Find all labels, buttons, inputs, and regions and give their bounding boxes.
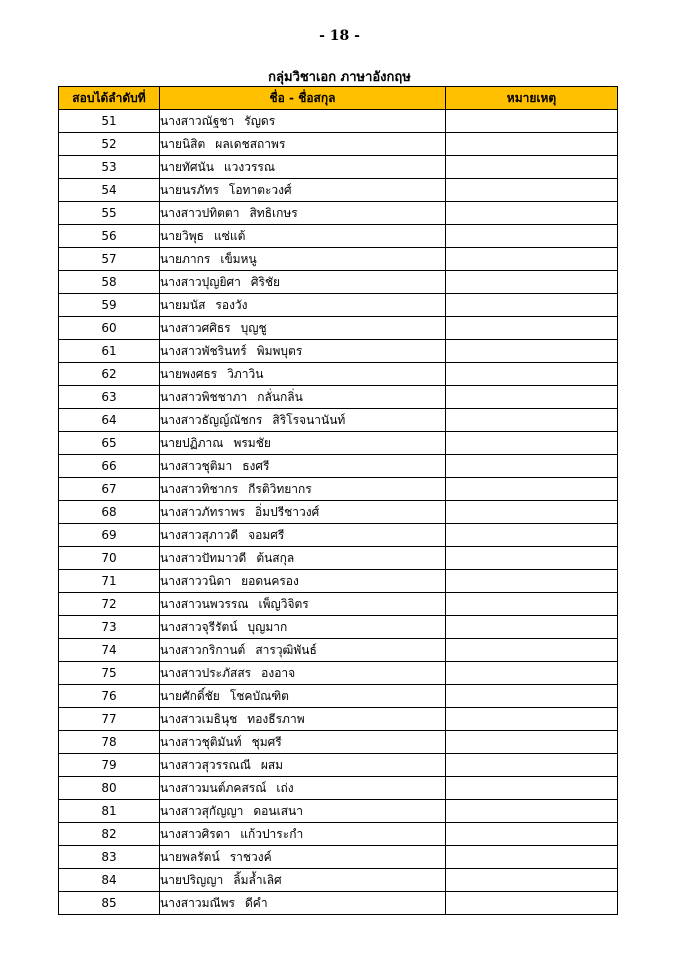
rank-cell: 70 <box>59 547 160 570</box>
first-name: นายมนัส <box>160 298 206 312</box>
name-cell <box>160 478 446 501</box>
table-row <box>59 133 618 156</box>
table-row <box>59 432 618 455</box>
table-row <box>59 777 618 800</box>
first-name: นางสาวกริกานต์ <box>160 643 246 657</box>
last-name: ต้นสกุล <box>256 551 295 565</box>
table-row <box>59 202 618 225</box>
note-cell <box>446 340 618 363</box>
table-row <box>59 294 618 317</box>
table-row <box>59 708 618 731</box>
first-name: นางสาวทิชากร <box>160 482 239 496</box>
note-cell <box>446 570 618 593</box>
note-cell <box>446 363 618 386</box>
table-row <box>59 248 618 271</box>
last-name: ยอดนครอง <box>241 574 299 588</box>
note-cell <box>446 731 618 754</box>
table-row <box>59 754 618 777</box>
rank-cell: 54 <box>59 179 160 202</box>
name-cell <box>160 179 446 202</box>
last-name: โชคบัณฑิต <box>229 689 289 703</box>
first-name: นางสาวสุกัญญา <box>160 804 244 818</box>
name-cell <box>160 432 446 455</box>
rank-cell: 51 <box>59 110 160 133</box>
note-cell <box>446 685 618 708</box>
table-row <box>59 892 618 915</box>
note-cell <box>446 409 618 432</box>
rank-cell: 67 <box>59 478 160 501</box>
last-name: ราชวงค์ <box>229 850 272 864</box>
first-name: นางสาวภัทราพร <box>160 505 245 519</box>
note-cell <box>446 869 618 892</box>
table-row <box>59 271 618 294</box>
rank-cell: 62 <box>59 363 160 386</box>
page-number: - 18 - <box>319 28 360 44</box>
rank-cell: 84 <box>59 869 160 892</box>
last-name: แก้วปาระกำ <box>240 827 304 841</box>
last-name: ลิ้มล้ำเลิศ <box>233 873 282 887</box>
name-cell <box>160 892 446 915</box>
note-cell <box>446 156 618 179</box>
name-cell <box>160 731 446 754</box>
note-cell <box>446 386 618 409</box>
note-cell <box>446 478 618 501</box>
first-name: นายปฏิภาณ <box>160 436 224 450</box>
last-name: จอมศรี <box>248 528 285 542</box>
rank-cell: 83 <box>59 846 160 869</box>
first-name: นายพลรัตน์ <box>160 850 220 864</box>
first-name: นางสาวศศิธร <box>160 321 231 335</box>
first-name: นางสาวปุญยิศา <box>160 275 241 289</box>
rank-cell: 85 <box>59 892 160 915</box>
rank-cell: 81 <box>59 800 160 823</box>
first-name: นางสาวณัฐชา <box>160 114 235 128</box>
table-row <box>59 524 618 547</box>
rank-cell: 61 <box>59 340 160 363</box>
table-row <box>59 455 618 478</box>
first-name: นายพงศธร <box>160 367 218 381</box>
table-row <box>59 156 618 179</box>
note-cell <box>446 202 618 225</box>
note-cell <box>446 593 618 616</box>
first-name: นางสาวเมธินุช <box>160 712 238 726</box>
rank-cell: 78 <box>59 731 160 754</box>
rank-cell: 72 <box>59 593 160 616</box>
name-cell <box>160 455 446 478</box>
first-name: นางสาวนพวรรณ <box>160 597 249 611</box>
note-cell <box>446 271 618 294</box>
table-row <box>59 570 618 593</box>
group-title: กลุ่มวิชาเอก ภาษาอังกฤษ <box>268 70 411 85</box>
table-row <box>59 110 618 133</box>
table-row <box>59 386 618 409</box>
note-cell <box>446 524 618 547</box>
table-row <box>59 685 618 708</box>
name-cell <box>160 271 446 294</box>
first-name: นางสาวสุภาวดี <box>160 528 239 542</box>
note-cell <box>446 777 618 800</box>
last-name: ผสม <box>260 758 284 772</box>
name-cell <box>160 662 446 685</box>
last-name: บุญชู <box>240 321 267 335</box>
table-row <box>59 639 618 662</box>
first-name: นายปริญญา <box>160 873 224 887</box>
note-cell <box>446 846 618 869</box>
name-cell <box>160 110 446 133</box>
name-cell <box>160 386 446 409</box>
name-cell <box>160 294 446 317</box>
note-cell <box>446 179 618 202</box>
rank-cell: 59 <box>59 294 160 317</box>
table-row <box>59 478 618 501</box>
name-cell <box>160 409 446 432</box>
name-cell <box>160 616 446 639</box>
name-cell <box>160 248 446 271</box>
name-cell <box>160 823 446 846</box>
name-cell <box>160 593 446 616</box>
name-cell <box>160 708 446 731</box>
header-name: ชื่อ - ชื่อสกุล <box>160 87 446 110</box>
first-name: นายทัศนัน <box>160 160 214 174</box>
rank-cell: 55 <box>59 202 160 225</box>
last-name: เถ่ง <box>276 781 294 795</box>
table-row <box>59 225 618 248</box>
table-row <box>59 731 618 754</box>
table-row <box>59 823 618 846</box>
last-name: ดอนเสนา <box>253 804 303 818</box>
last-name: ศิริชัย <box>250 275 281 289</box>
last-name: พรมชัย <box>233 436 271 450</box>
first-name: นายนิสิต <box>160 137 206 151</box>
last-name: กลั่นกลิ่น <box>257 390 303 404</box>
first-name: นายวิพุธ <box>160 229 204 243</box>
table-row <box>59 547 618 570</box>
last-name: พิมพบุตร <box>256 344 303 358</box>
last-name: แวงวรรณ <box>223 160 275 174</box>
last-name: แซ่แต้ <box>213 229 246 243</box>
note-cell <box>446 800 618 823</box>
note-cell <box>446 754 618 777</box>
name-cell <box>160 202 446 225</box>
note-cell <box>446 455 618 478</box>
rank-cell: 58 <box>59 271 160 294</box>
note-cell <box>446 547 618 570</box>
note-cell <box>446 616 618 639</box>
name-cell <box>160 156 446 179</box>
rank-cell: 60 <box>59 317 160 340</box>
name-cell <box>160 869 446 892</box>
first-name: นางสาวมนต์ภคสรณ์ <box>160 781 267 795</box>
name-cell <box>160 501 446 524</box>
name-cell <box>160 524 446 547</box>
first-name: นางสาวชุติมา <box>160 459 233 473</box>
header-note: หมายเหตุ <box>446 87 618 110</box>
last-name: วิภาวิน <box>227 367 264 381</box>
table-row <box>59 363 618 386</box>
note-cell <box>446 892 618 915</box>
note-cell <box>446 133 618 156</box>
last-name: สิทธิเกษร <box>249 206 298 220</box>
rank-cell: 69 <box>59 524 160 547</box>
rank-cell: 64 <box>59 409 160 432</box>
last-name: ชุมศรี <box>251 735 282 749</box>
last-name: สารวุฒิพันธ์ <box>255 643 317 657</box>
name-cell <box>160 133 446 156</box>
table-row <box>59 340 618 363</box>
first-name: นางสาวสุวรรณณี <box>160 758 251 772</box>
table-row <box>59 800 618 823</box>
last-name: เข็มหนู <box>220 252 257 266</box>
first-name: นางสาวศิรดา <box>160 827 231 841</box>
name-cell <box>160 363 446 386</box>
last-name: เพ็ญวิจิตร <box>258 597 309 611</box>
last-name: โอทาตะวงศ์ <box>228 183 292 197</box>
name-cell <box>160 685 446 708</box>
first-name: นางสาวปทิตตา <box>160 206 240 220</box>
first-name: นางสาวจุรีรัตน์ <box>160 620 238 634</box>
rank-cell: 71 <box>59 570 160 593</box>
results-table <box>58 86 618 915</box>
first-name: นางสาวพิชชาภา <box>160 390 248 404</box>
first-name: นางสาวปัทมาวดี <box>160 551 247 565</box>
last-name: ทองธีรภาพ <box>247 712 305 726</box>
first-name: นายภากร <box>160 252 211 266</box>
table-row <box>59 501 618 524</box>
name-cell <box>160 547 446 570</box>
table-row <box>59 869 618 892</box>
note-cell <box>446 225 618 248</box>
note-cell <box>446 110 618 133</box>
first-name: นายศักดิ์ชัย <box>160 689 220 703</box>
note-cell <box>446 248 618 271</box>
last-name: ธงศรี <box>242 459 270 473</box>
rank-cell: 74 <box>59 639 160 662</box>
name-cell <box>160 340 446 363</box>
table-row <box>59 409 618 432</box>
rank-cell: 77 <box>59 708 160 731</box>
first-name: นางสาวมณีพร <box>160 896 235 910</box>
last-name: ผลเดชสถาพร <box>215 137 286 151</box>
last-name: กีรติวิทยากร <box>248 482 312 496</box>
rank-cell: 57 <box>59 248 160 271</box>
rank-cell: 56 <box>59 225 160 248</box>
note-cell <box>446 662 618 685</box>
rank-cell: 79 <box>59 754 160 777</box>
table-row <box>59 662 618 685</box>
last-name: บุญมาก <box>247 620 288 634</box>
name-cell <box>160 570 446 593</box>
name-cell <box>160 317 446 340</box>
rank-cell: 82 <box>59 823 160 846</box>
rank-cell: 53 <box>59 156 160 179</box>
table-row <box>59 317 618 340</box>
header-rank: สอบได้ลำดับที่ <box>59 87 160 110</box>
name-cell <box>160 800 446 823</box>
name-cell <box>160 639 446 662</box>
table-row <box>59 616 618 639</box>
table-header-row <box>59 87 618 110</box>
rank-cell: 65 <box>59 432 160 455</box>
note-cell <box>446 501 618 524</box>
note-cell <box>446 639 618 662</box>
name-cell <box>160 754 446 777</box>
first-name: นางสาวประภัสสร <box>160 666 252 680</box>
note-cell <box>446 432 618 455</box>
table-row <box>59 179 618 202</box>
note-cell <box>446 294 618 317</box>
name-cell <box>160 225 446 248</box>
note-cell <box>446 317 618 340</box>
rank-cell: 76 <box>59 685 160 708</box>
first-name: นางสาวธัญญ์ณัชกร <box>160 413 263 427</box>
last-name: ดีคำ <box>245 896 268 910</box>
rank-cell: 73 <box>59 616 160 639</box>
note-cell <box>446 823 618 846</box>
first-name: นายนรภัทร <box>160 183 219 197</box>
rank-cell: 52 <box>59 133 160 156</box>
name-cell <box>160 846 446 869</box>
first-name: นางสาววนิดา <box>160 574 232 588</box>
last-name: สิริโรจนานันท์ <box>272 413 346 427</box>
rank-cell: 66 <box>59 455 160 478</box>
first-name: นางสาวชุติมันท์ <box>160 735 242 749</box>
name-cell <box>160 777 446 800</box>
rank-cell: 68 <box>59 501 160 524</box>
table-row <box>59 593 618 616</box>
last-name: อิ่มปรีชาวงศ์ <box>254 505 320 519</box>
note-cell <box>446 708 618 731</box>
last-name: รองวัง <box>215 298 248 312</box>
last-name: รัญดร <box>244 114 276 128</box>
rank-cell: 63 <box>59 386 160 409</box>
table-body <box>59 110 618 915</box>
first-name: นางสาวพัชรินทร์ <box>160 344 247 358</box>
rank-cell: 80 <box>59 777 160 800</box>
table-row <box>59 846 618 869</box>
last-name: องอาจ <box>261 666 296 680</box>
rank-cell: 75 <box>59 662 160 685</box>
